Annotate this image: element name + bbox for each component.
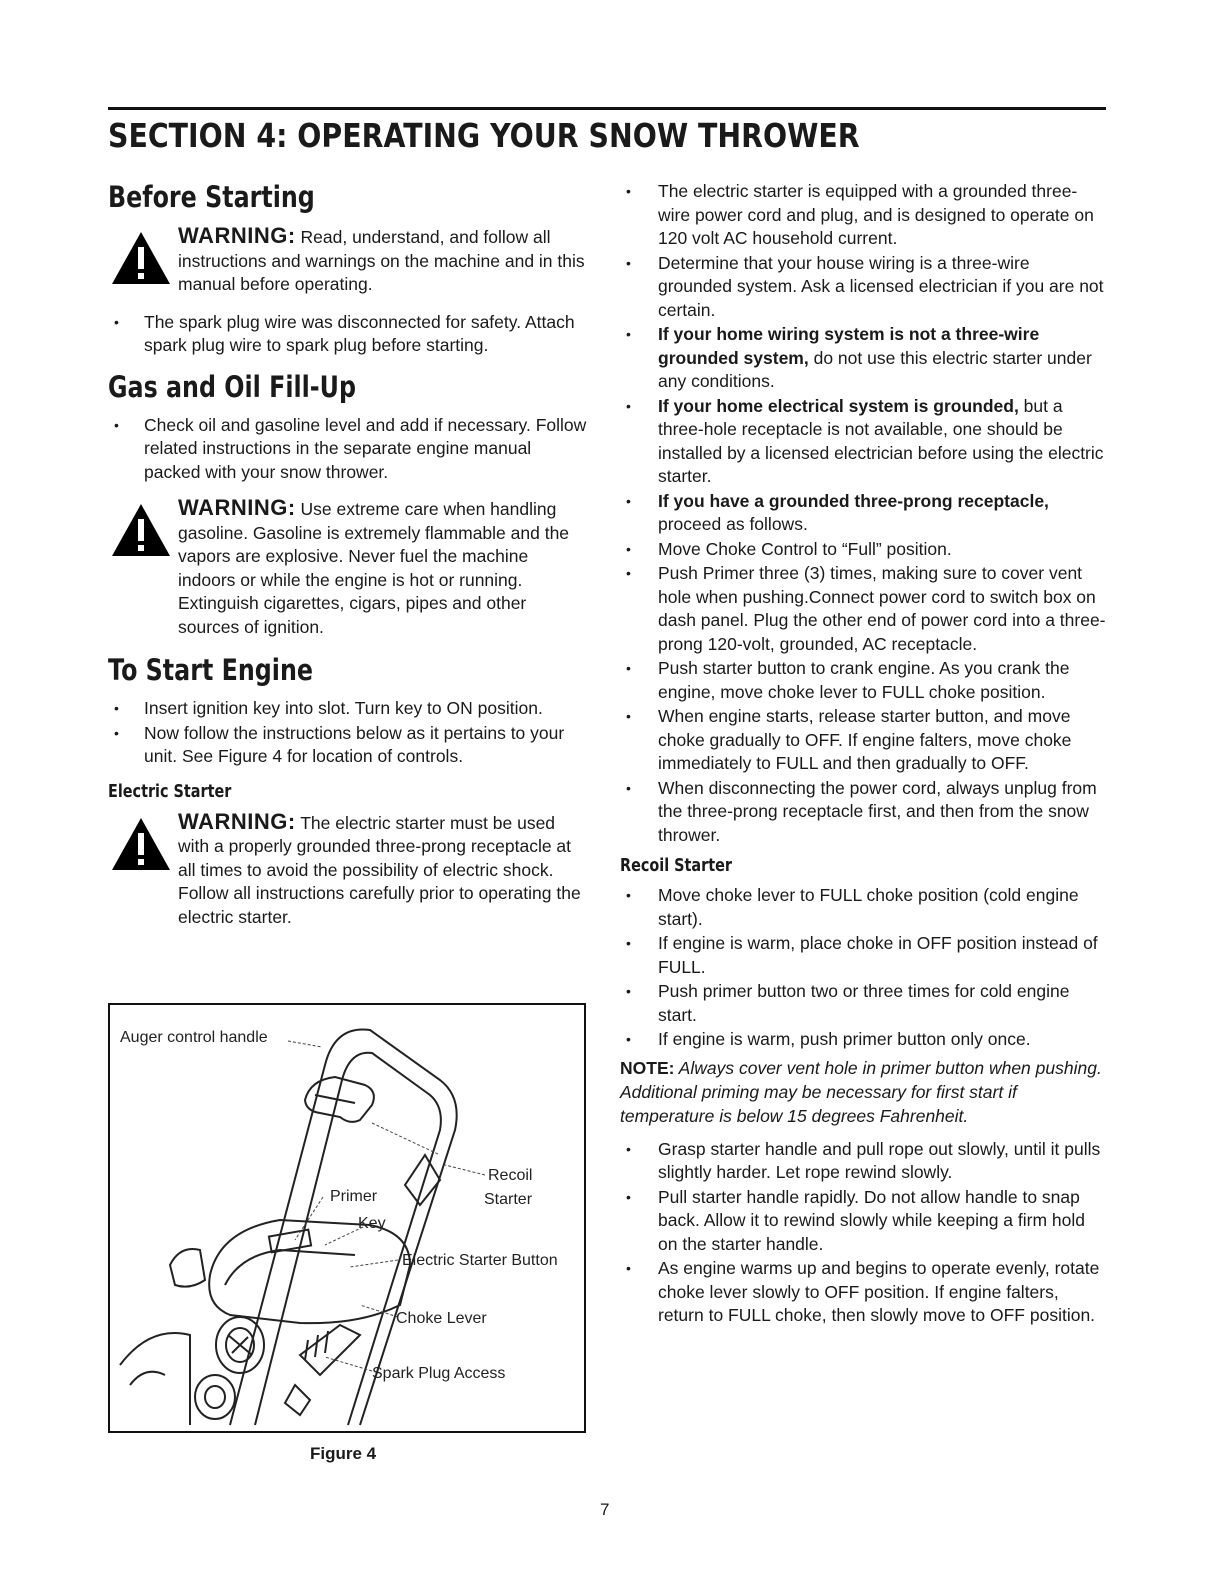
bullet-list <box>620 1138 1108 1328</box>
list-item: • Check oil and gasoline level and add if necessary. Follow related instructions in the separate engine manual packed with your snow thrower. <box>108 414 590 485</box>
list-item: • Grasp starter handle and pull rope out slowly, until it pulls slightly harder. Let rope rewind slowly. <box>620 1138 1108 1185</box>
list-item: • Now follow the instructions below as it pertains to your unit. See Figure 4 for location of controls. <box>108 722 590 769</box>
list-item: • Determine that your house wiring is a three-wire grounded system. Ask a licensed electrician if you are not certain. <box>620 252 1108 323</box>
figure-label-spark-plug-access: Spark Plug Access <box>372 1365 506 1382</box>
section-title: SECTION 4: OPERATING YOUR SNOW THROWER <box>108 116 860 155</box>
warning-label: WARNING: <box>178 495 296 520</box>
figure-label-primer: Primer <box>330 1188 378 1205</box>
warning-block <box>108 224 590 297</box>
bold-text: If you have a grounded three-prong receptacle, <box>658 490 1049 511</box>
bullet-list <box>620 884 1108 1052</box>
list-item: • Pull starter handle rapidly. Do not allow handle to snap back. Allow it to rewind slowly while keeping a firm hold on the starter handle. <box>620 1186 1108 1257</box>
subheading-electric-starter: Electric Starter <box>108 780 232 802</box>
warning-text: Use extreme care when handling gasoline. Gasoline is extremely flammable and the vapors are explosive. Never fuel the machine indoors or while the engine is hot or running. Extinguish cigarettes, cigars, pipes and other sources of ignition. <box>178 499 570 637</box>
figure-label-electric-starter-button: Electric Starter Button <box>402 1252 558 1269</box>
right-column <box>620 180 1108 1340</box>
warning-triangle-icon <box>110 502 172 558</box>
text: proceed as follows. <box>658 514 808 534</box>
page-number: 7 <box>600 1500 610 1519</box>
text: do not use this electric starter under any conditions. <box>658 347 1092 391</box>
list-item: • As engine warms up and begins to operate evenly, rotate choke lever slowly to OFF position. If engine falters, return to FULL choke, then slowly move to OFF position. <box>620 1257 1108 1328</box>
list-item: • Push Primer three (3) times, making sure to cover vent hole when pushing.Connect power cord to switch box on dash panel. Plug the other end of power cord into a three-prong 120-volt, grounded, AC receptacle. <box>620 562 1108 656</box>
note <box>620 1056 1108 1128</box>
list-item: • Push starter button to crank engine. As you crank the engine, move choke lever to FULL choke position. <box>620 657 1108 704</box>
list-item: • Insert ignition key into slot. Turn key to ON position. <box>108 697 590 721</box>
list-item: • If engine is warm, push primer button only once. <box>620 1028 1108 1052</box>
list-item: • Move Choke Control to “Full” position. <box>620 538 1108 562</box>
bullet-list <box>108 697 590 769</box>
warning-triangle-icon <box>110 230 172 286</box>
heading-before-starting: Before Starting <box>108 180 315 214</box>
list-item: • If engine is warm, place choke in OFF position instead of FULL. <box>620 932 1108 979</box>
warning-label: WARNING: <box>178 808 296 834</box>
list-item: • When disconnecting the power cord, always unplug from the three-prong receptacle first, and then from the snow thrower. <box>620 777 1108 848</box>
snow-thrower-controls-drawing <box>110 1005 584 1431</box>
figure-caption: Figure 4 <box>310 1444 377 1463</box>
note-text: Always cover vent hole in primer button when pushing. Additional priming may be necessary for first start if temperature is below 15 degrees Fahrenheit. <box>620 1057 1102 1126</box>
note-label: NOTE: <box>620 1057 675 1078</box>
figure-label-choke-lever: Choke Lever <box>396 1310 487 1327</box>
figure-label-auger: Auger control handle <box>120 1029 268 1046</box>
warning-block <box>108 810 590 930</box>
list-item: • Move choke lever to FULL choke position (cold engine start). <box>620 884 1108 931</box>
bullet-list <box>620 180 1108 847</box>
warning-label: WARNING: <box>178 223 296 248</box>
list-item <box>620 323 1108 394</box>
text: but a three-hole receptacle is not available, one should be installed by a licensed electrician before using the electric starter. <box>658 395 1104 486</box>
bold-text: If your home electrical system is grounded, <box>658 395 1019 416</box>
figure-label-key: Key <box>358 1215 386 1232</box>
warning-text: Read, understand, and follow all instructions and warnings on the machine and in this manual before operating. <box>178 227 585 294</box>
bullet-list <box>108 311 590 358</box>
list-item: • The spark plug wire was disconnected for safety. Attach spark plug wire to spark plug before starting. <box>108 311 590 358</box>
list-item: • The electric starter is equipped with a grounded three-wire power cord and plug, and is designed to operate on 120 volt AC household current. <box>620 180 1108 251</box>
heading-gas-oil: Gas and Oil Fill-Up <box>108 369 356 404</box>
warning-text: The electric starter must be used with a properly grounded three-prong receptacle at all times to avoid the possibility of electric shock. Follow all instructions carefully prior to operating the electric starter. <box>178 812 581 927</box>
subheading-recoil-starter: Recoil Starter <box>620 855 732 876</box>
list-item: • Push primer button two or three times for cold engine start. <box>620 980 1108 1027</box>
list-item: • When engine starts, release starter button, and move choke gradually to OFF. If engine falters, move choke immediately to FULL and then gradually to OFF. <box>620 705 1108 776</box>
warning-triangle-icon <box>110 816 172 872</box>
bold-text: If your home wiring system is not a three-wire grounded system, <box>658 324 1040 368</box>
heading-start-engine: To Start Engine <box>108 653 313 687</box>
left-column <box>108 180 590 943</box>
figure-4-illustration <box>108 1003 586 1433</box>
list-item <box>620 490 1108 537</box>
header-rule <box>108 107 1106 110</box>
warning-block <box>108 496 590 639</box>
figure-label-recoil: Recoil <box>488 1167 533 1184</box>
list-item <box>620 395 1108 489</box>
figure-label-starter: Starter <box>484 1191 533 1208</box>
bullet-list <box>108 414 590 485</box>
